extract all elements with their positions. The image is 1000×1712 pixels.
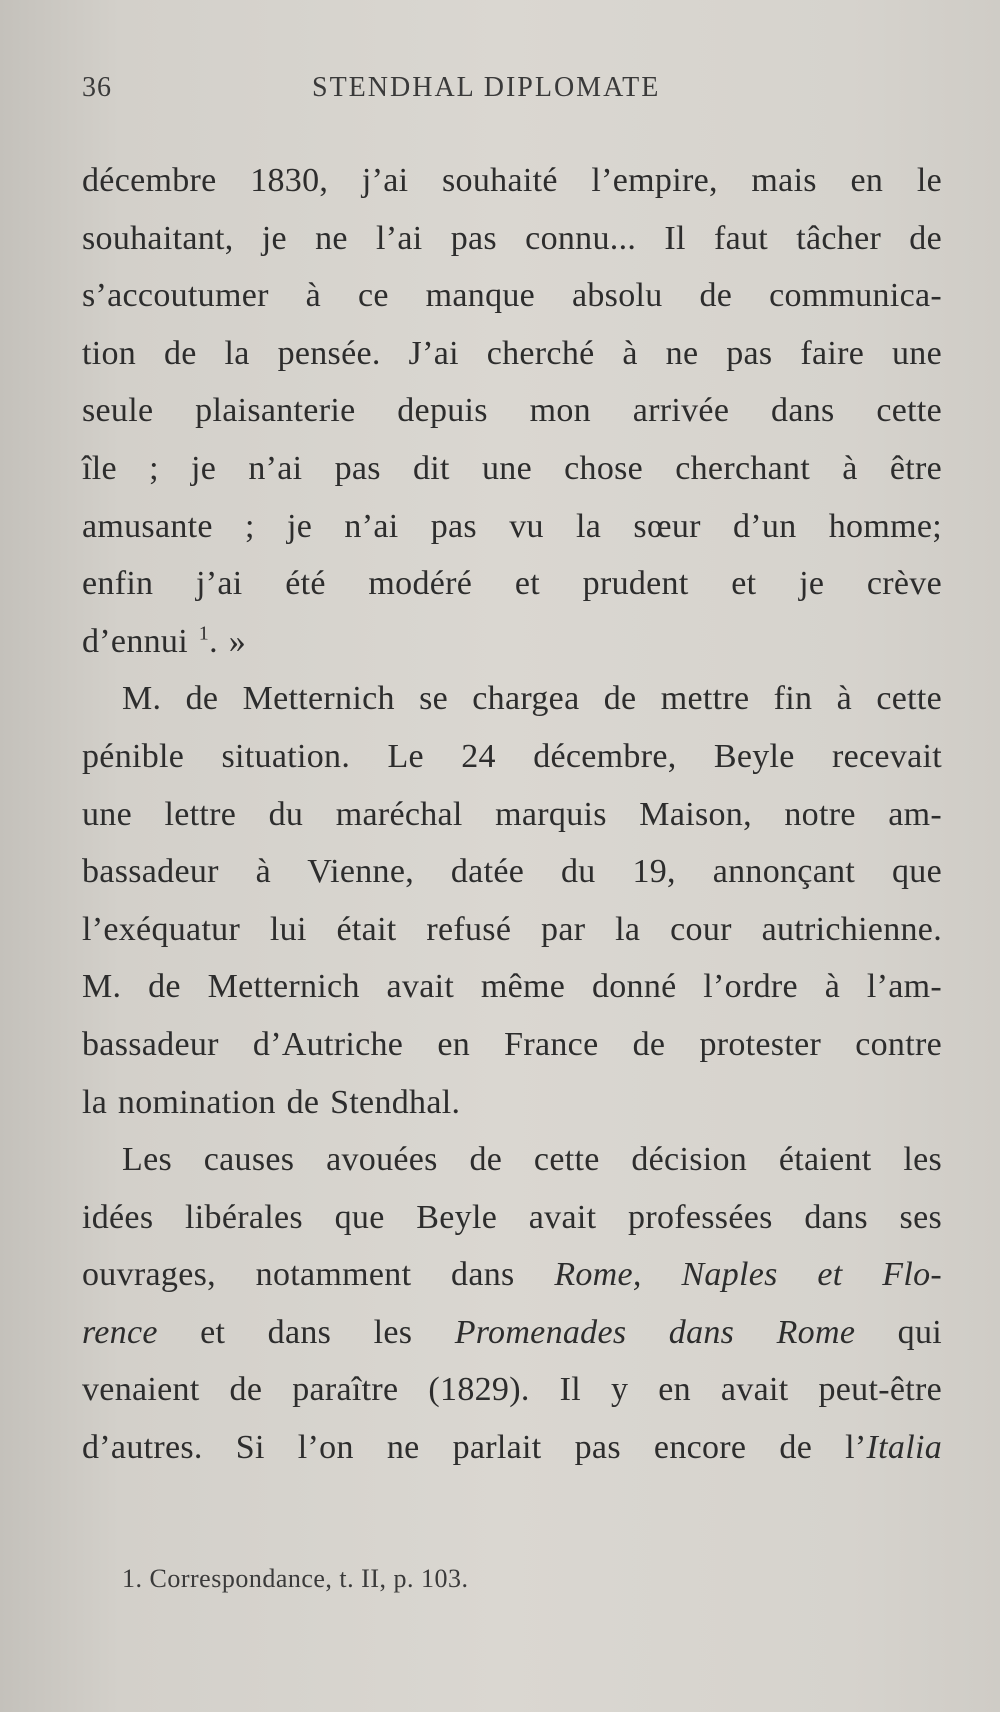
- text-line: tion de la pensée. J’ai cherché à ne pas faire une: [82, 334, 942, 372]
- text-line: amusante ; je n’ai pas vu la sœur d’un homme;: [82, 507, 942, 545]
- text-line: [82, 1246, 942, 1304]
- italic-title: rence: [82, 1313, 158, 1351]
- footnote: 1. Correspondance, t. II, p. 103.: [122, 1564, 469, 1593]
- footnote-reference: 1: [198, 622, 210, 645]
- text-line: venaient de paraître (1829). Il y en avait peut-être: [82, 1371, 942, 1409]
- text-line: bassadeur d’Autriche en France de protester contre: [82, 1025, 942, 1063]
- text-line: bassadeur à Vienne, datée du 19, annonçant que: [82, 853, 942, 891]
- text-line: une lettre du maréchal marquis Maison, notre am-: [82, 795, 942, 833]
- text-line: idées libérales que Beyle avait professées dans ses: [82, 1198, 942, 1236]
- running-title: STENDHAL DIPLOMATE: [312, 72, 661, 103]
- italic-title: Rome, Naples et Flo-: [554, 1256, 943, 1294]
- text-line: seule plaisanterie depuis mon arrivée dans cette: [82, 392, 942, 430]
- text-line: [82, 1304, 942, 1362]
- text-fragment: qui: [897, 1313, 942, 1351]
- text-fragment: d’ennui: [82, 622, 188, 660]
- text-line: la nomination de Stendhal.: [82, 1083, 461, 1121]
- text-line: M. de Metternich avait même donné l’ordre à l’am-: [82, 968, 942, 1006]
- body-text: [82, 152, 942, 1477]
- text-line: souhaitant, je ne l’ai pas connu... Il faut tâcher de: [82, 219, 942, 257]
- text-line: pénible situation. Le 24 décembre, Beyle recevait: [82, 737, 942, 775]
- text-line: s’accoutumer à ce manque absolu de communica-: [82, 277, 942, 315]
- italic-title: Italia: [866, 1429, 942, 1467]
- text-fragment: . »: [209, 622, 246, 660]
- text-line: décembre 1830, j’ai souhaité l’empire, mais en le: [82, 162, 942, 199]
- text-fragment: ouvrages, notamment dans: [82, 1256, 515, 1294]
- text-line: [82, 1419, 942, 1477]
- text-line: l’exéquatur lui était refusé par la cour autrichienne.: [82, 910, 942, 948]
- text-fragment: et dans les: [200, 1313, 413, 1351]
- running-head: [82, 72, 942, 112]
- text-line: enfin j’ai été modéré et prudent et je crève: [82, 565, 942, 603]
- italic-title: Promenades dans Rome: [454, 1313, 856, 1351]
- text-fragment: d’autres. Si l’on ne parlait pas encore de l’: [82, 1429, 867, 1467]
- text-line: île ; je n’ai pas dit une chose cherchant à être: [82, 449, 942, 487]
- page-number: 36: [82, 72, 112, 103]
- text-line: [82, 613, 942, 671]
- text-line: Les causes avouées de cette décision étaient les: [122, 1141, 942, 1179]
- text-line: M. de Metternich se chargea de mettre fin à cette: [122, 680, 942, 718]
